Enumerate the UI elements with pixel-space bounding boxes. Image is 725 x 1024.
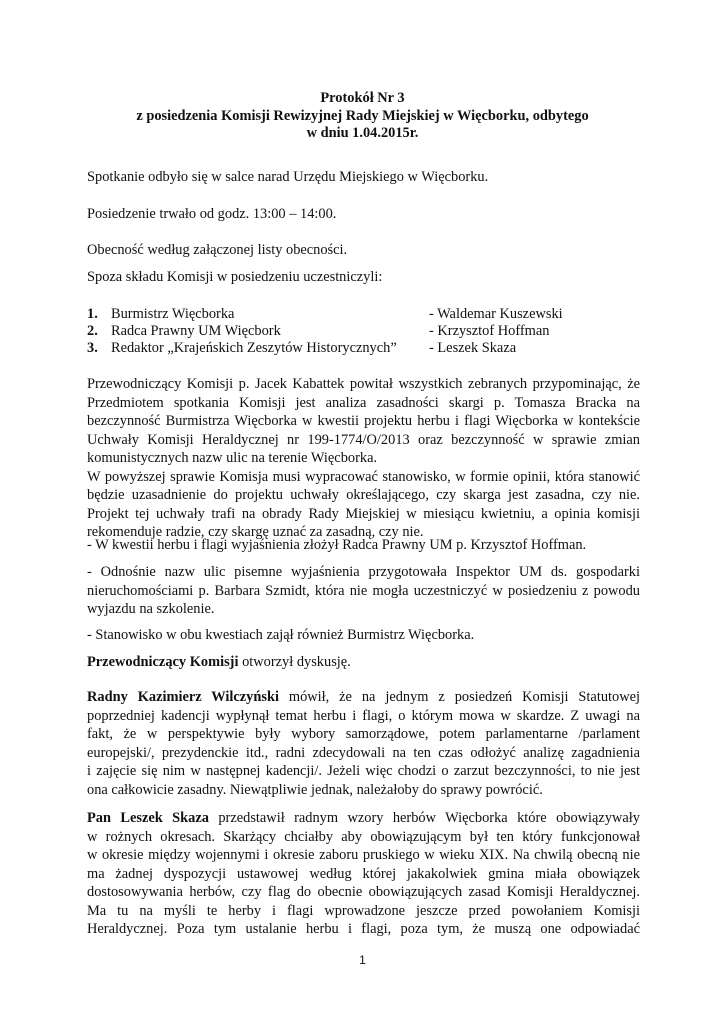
paragraph-line: Pan Leszek Skaza przedstawił radnym wzory herbów Więcborka które obowiązywały	[87, 810, 640, 826]
attendee-role: Radca Prawny UM Więcbork	[111, 323, 281, 339]
paragraph-line: w okresie między wojennymi i okresie zaboru pruskiego w wieku XIX. Na chwilą obecną nie	[87, 847, 640, 863]
speaker-name: Radny Kazimierz Wilczyński	[87, 689, 279, 705]
paragraph-line: Heraldycznej. Poza tym ustalanie herbu i flagi, poza tym, że muszą one odpowiadać	[87, 921, 640, 937]
discussion-opening	[87, 653, 640, 672]
paragraph-line: Projekt tej uchwały trafi na obrady Rady Miejskiej w miesiącu kwietniu, a opinia komisji	[87, 505, 640, 522]
list-item	[87, 305, 640, 323]
meeting-time: Posiedzenie trwało od godz. 13:00 – 14:00.	[87, 206, 337, 222]
paragraph-line: Uchwały Komisji Heraldycznej nr 199-1774/O/2013 oraz bezczynność w sprawie zmian	[87, 431, 640, 448]
paragraph-line: Ma tu na myśli te herby i flagi wprowadzone jeszcze przed powołaniem Komisji	[87, 902, 640, 919]
paragraph-line: rekomenduje radzie, czy skargę uznać za zasadną, czy nie.	[87, 524, 424, 540]
paragraph-line: w rożnych okresach. Skarżący chciałby aby obowiązującym był ten który funkcjonował	[87, 828, 640, 845]
paragraph-line: Przedmiotem spotkania Komisji jest analiza zasadności skargi p. Tomasza Bracka na	[87, 394, 640, 411]
paragraph-line: ona całkowicie zasadny. Niewątpliwie jednak, należałoby do sprawy powrócić.	[87, 781, 543, 798]
paragraph-line: - Odnośnie nazw ulic pisemne wyjaśnienia przygotowała Inspektor UM ds. gospodarki	[87, 564, 640, 580]
note-mayor: - Stanowisko w obu kwestiach zajął również Burmistrz Więcborka.	[87, 627, 475, 643]
paragraph-line: fakt, że w perspektywie były wybory samorządowe, potem parlamentarne /parlament	[87, 726, 640, 742]
document-title	[100, 89, 625, 142]
speaker-name: Pan Leszek Skaza	[87, 810, 209, 826]
attendee-number: 1.	[87, 306, 98, 322]
attendee-name: - Leszek Skaza	[429, 340, 517, 356]
attendee-name: - Waldemar Kuszewski	[429, 306, 563, 322]
paragraph-line: europejski/, prezydenckie itd., radni zdecydowali na ten czas odłożyć analizę zagadnienia	[87, 744, 640, 761]
opening-paragraph	[87, 375, 640, 542]
wilczynski-paragraph	[87, 688, 640, 799]
attendance-note: Obecność według załączonej listy obecności.	[87, 242, 348, 258]
guests-heading: Spoza składu Komisji w posiedzeniu uczestniczyli:	[87, 269, 383, 285]
paragraph-line: poprzedniej kadencji wypłynął temat herbu i flagi, o którym mowa w skardze. Z uwagi na	[87, 707, 640, 724]
attendee-number: 3.	[87, 340, 98, 356]
paragraph-line: Przewodniczący Komisji p. Jacek Kabattek powitał wszystkich zebranych przypominając, że	[87, 376, 640, 392]
attendee-number: 2.	[87, 323, 98, 339]
note-streets	[87, 563, 640, 619]
paragraph-line: ma żadnej dyspozycji ustawowej według której jakakolwiek gmina miała obowiązek	[87, 865, 640, 882]
attendee-role: Redaktor „Krajeńskich Zeszytów Historycznych”	[111, 340, 397, 356]
paragraph-line: dostosowywania herbów, czy flag do obecnie obowiązujących zasad Komisji Heraldycznej.	[87, 884, 640, 900]
note-herb: - W kwestii herbu i flagi wyjaśnienia złożył Radca Prawny UM p. Krzysztof Hoffman.	[87, 537, 587, 553]
paragraph-line: W powyższej sprawie Komisja musi wypracować stanowisko, w formie opinii, która stanowić	[87, 468, 640, 485]
paragraph-line: Radny Kazimierz Wilczyński mówił, że na jednym z posiedzeń Komisji Statutowej	[87, 689, 640, 705]
speaker-name: Przewodniczący Komisji	[87, 654, 239, 670]
title-line-1: Protokół Nr 3	[320, 90, 405, 106]
paragraph-line: i zajęcie się nim w następnej kadencji/. Jeżeli więc chodzi o zarzut bezczynności, to nie jest	[87, 763, 640, 779]
discussion-text: otworzył dyskusję.	[238, 654, 351, 670]
paragraph-line: komunistycznych nazw ulic na terenie Więcborka.	[87, 450, 378, 466]
skaza-paragraph	[87, 809, 640, 939]
list-item	[87, 339, 640, 357]
title-line-2: z posiedzenia Komisji Rewizyjnej Rady Miejskiej w Więcborku, odbytego	[136, 107, 589, 124]
page-number: 1	[359, 953, 366, 967]
paragraph-line: wyjazdu na szkolenie.	[87, 601, 215, 617]
paragraph-line: będzie uzasadnienie do projektu uchwały określającego, czy skarga jest zasadna, czy nie.	[87, 487, 640, 503]
paragraph-line: nieruchomościami p. Barbara Szmidt, która nie mogła uczestniczyć w posiedzeniu z powodu	[87, 582, 640, 599]
attendee-role: Burmistrz Więcborka	[111, 306, 235, 322]
paragraph-line: bezczynność Burmistrza Więcborka w kwestii projektu herbu i flagi Więcborka w kontekście	[87, 413, 640, 429]
attendee-name: - Krzysztof Hoffman	[429, 323, 550, 339]
list-item	[87, 322, 640, 340]
title-line-3: w dniu 1.04.2015r.	[306, 125, 419, 141]
meeting-place: Spotkanie odbyło się w salce narad Urzędu Miejskiego w Więcborku.	[87, 169, 489, 185]
